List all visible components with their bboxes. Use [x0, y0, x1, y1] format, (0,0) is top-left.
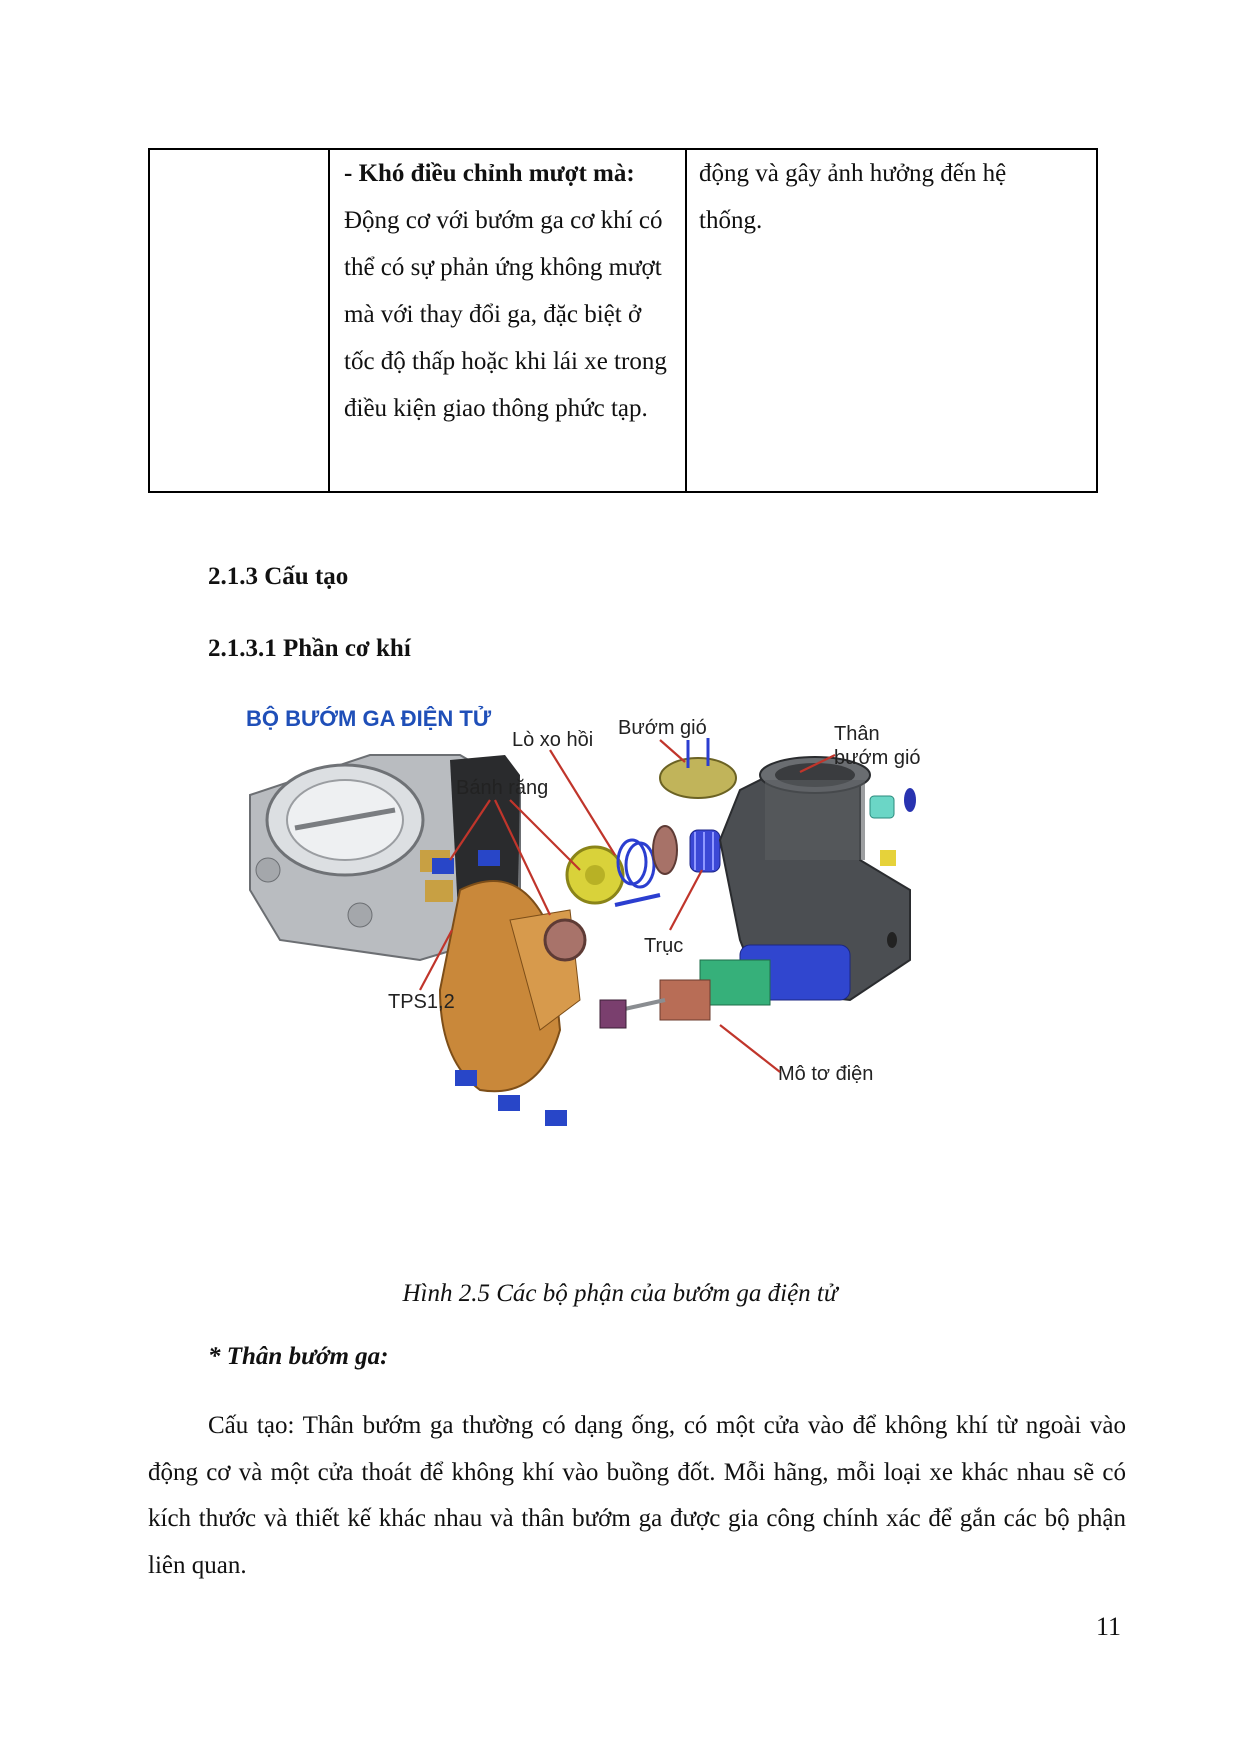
table-cell-empty [149, 149, 329, 492]
label-lo-xo-hoi: Lò xo hồi [512, 729, 594, 751]
cell-body-text: Động cơ với bướm ga cơ khí có thể có sự phản ứng không mượt mà với thay đổi ga, đặc biệt ở tốc độ thấp hoặc khi lái xe trong điều kiện giao thông phức tạp. [344, 207, 667, 422]
cell-effect-text: động và gây ảnh hưởng đến hệ thống. [699, 160, 1007, 234]
label-than-line1: Thân [834, 723, 880, 745]
cell-bold-heading: - Khó điều chỉnh mượt mà: [344, 160, 635, 187]
gears [545, 847, 623, 960]
throttle-body-figure [220, 700, 1040, 1230]
section-heading: 2.1.3 Cấu tạo [208, 563, 349, 590]
page-number: 11 [1096, 1612, 1122, 1641]
label-tps: TPS1,2 [388, 991, 455, 1013]
throttle-plate [660, 738, 736, 798]
comparison-table [148, 148, 1098, 493]
table-row [149, 149, 1097, 492]
exploded-view-diagram [220, 700, 1040, 1230]
body-subheading: * Thân bướm ga: [208, 1343, 389, 1370]
table-cell-effect [686, 149, 1097, 492]
table-cell-disadvantage [329, 149, 686, 492]
subsection-heading: 2.1.3.1 Phần cơ khí [208, 635, 411, 662]
body-paragraph-text: Cấu tạo: Thân bướm ga thường có dạng ống, có một cửa vào để không khí từ ngoài vào động cơ và một cửa thoát để không khí vào buồng đốt. Mỗi hãng, mỗi loại xe khác nhau sẽ có kích thước và thiết kế khác nhau và thân bướm ga được gia công chính xác để gắn các bộ phận liên quan. [148, 1412, 1126, 1579]
body-paragraph [148, 1403, 1126, 1589]
label-truc: Trục [644, 935, 684, 957]
label-mo-to: Mô tơ điện [778, 1063, 874, 1085]
label-buom-gio: Bướm gió [618, 717, 707, 739]
label-than-line2: bướm gió [834, 747, 921, 769]
figure-caption: Hình 2.5 Các bộ phận của bướm ga điện tử [402, 1280, 838, 1307]
label-banh-rang: Bánh răng [456, 777, 549, 799]
figure-title: BỘ BƯỚM GA ĐIỆN TỬ [246, 706, 492, 731]
shaft-coupler [653, 826, 720, 874]
small-parts [870, 788, 916, 866]
